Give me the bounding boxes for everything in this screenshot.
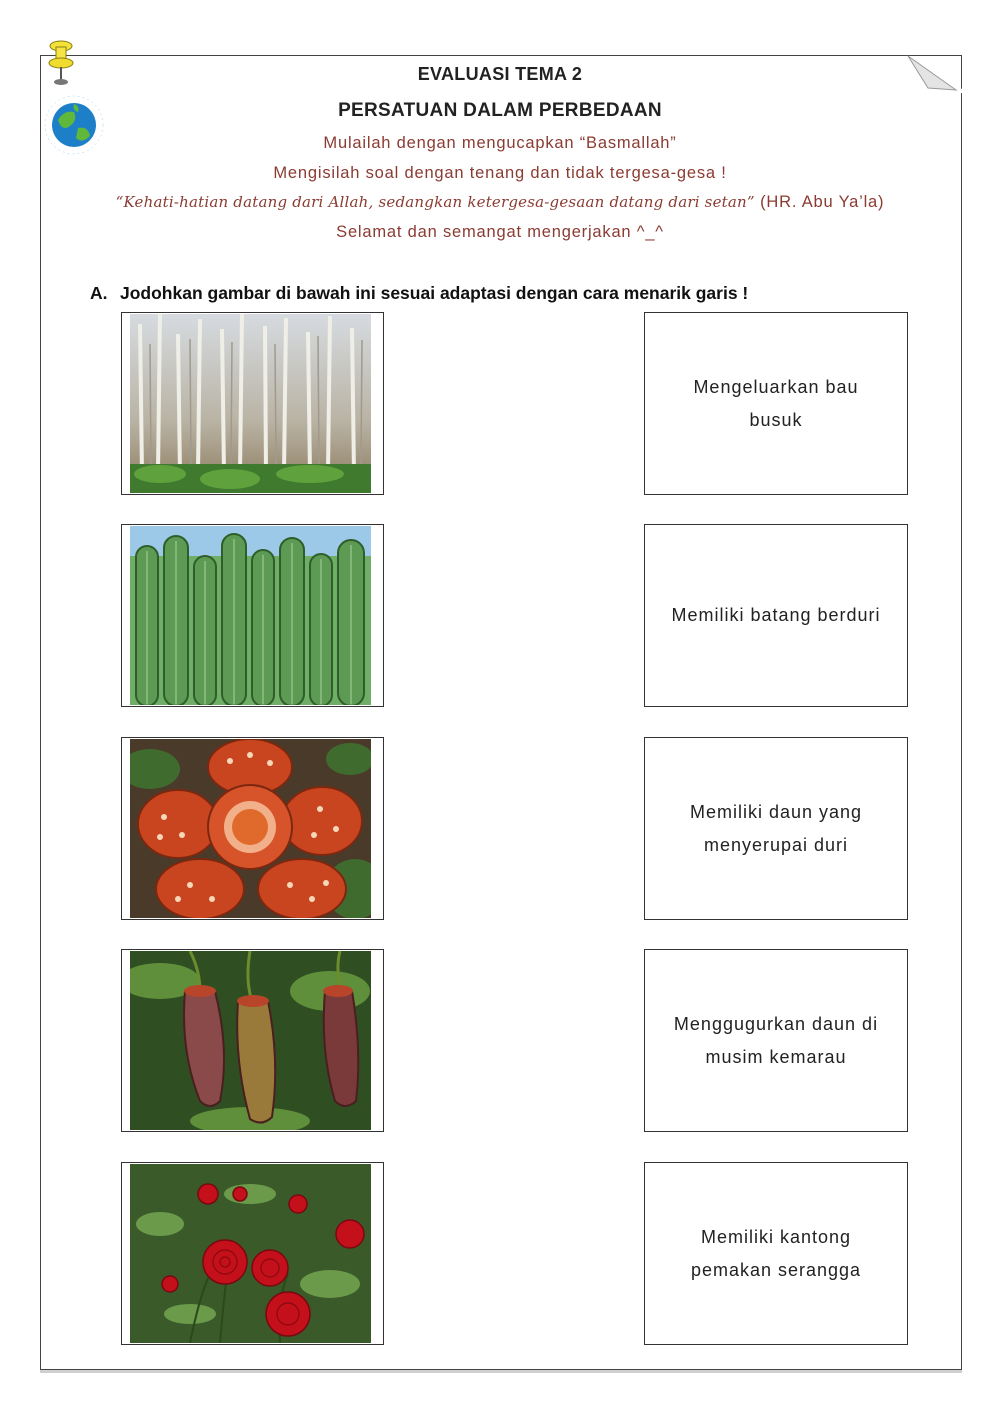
answer-text: Memiliki daun yang menyerupai duri [689, 801, 863, 855]
cactus-icon [130, 526, 371, 705]
answer-text: Memiliki batang berduri [671, 605, 881, 625]
answer-text: Menggugurkan daun di musim kemarau [673, 1013, 879, 1067]
question-number: A. [90, 283, 108, 303]
hadith-source: (HR. Abu Ya’la) [760, 193, 885, 211]
teak-forest-image-box[interactable] [121, 312, 384, 495]
question-a [90, 283, 748, 304]
answer-box-1[interactable] [644, 312, 908, 495]
answer-text: Memiliki kantong pemakan serangga [690, 1226, 862, 1280]
instruction-basmallah: Mulailah dengan mengucapkan “Basmallah” [323, 134, 677, 152]
answer-text: Mengeluarkan bau busuk [693, 376, 859, 430]
answer-box-5[interactable] [644, 1162, 908, 1345]
rose-icon [130, 1164, 371, 1343]
instruction-calm: Mengisilah soal dengan tenang dan tidak tergesa-gesa ! [273, 164, 727, 182]
rafflesia-icon [130, 739, 371, 918]
hadith-line [0, 193, 1000, 212]
pitcher-plant-icon [130, 951, 371, 1130]
worksheet-subtitle: PERSATUAN DALAM PERBEDAAN [338, 100, 662, 121]
instruction-encouragement: Selamat dan semangat mengerjakan ^_^ [336, 223, 664, 241]
worksheet-title: EVALUASI TEMA 2 [417, 64, 583, 84]
question-text: Jodohkan gambar di bawah ini sesuai adaptasi dengan cara menarik garis ! [120, 283, 749, 303]
pitcher-plant-image-box[interactable] [121, 949, 384, 1132]
rose-image-box[interactable] [121, 1162, 384, 1345]
answer-box-3[interactable] [644, 737, 908, 920]
cactus-image-box[interactable] [121, 524, 384, 707]
hadith-quote: “Kehati-hatian datang dari Allah, sedangkan ketergesa-gesaan datang dari setan” [115, 193, 755, 211]
rafflesia-image-box[interactable] [121, 737, 384, 920]
answer-box-4[interactable] [644, 949, 908, 1132]
answer-box-2[interactable] [644, 524, 908, 707]
forest-icon [130, 314, 371, 493]
